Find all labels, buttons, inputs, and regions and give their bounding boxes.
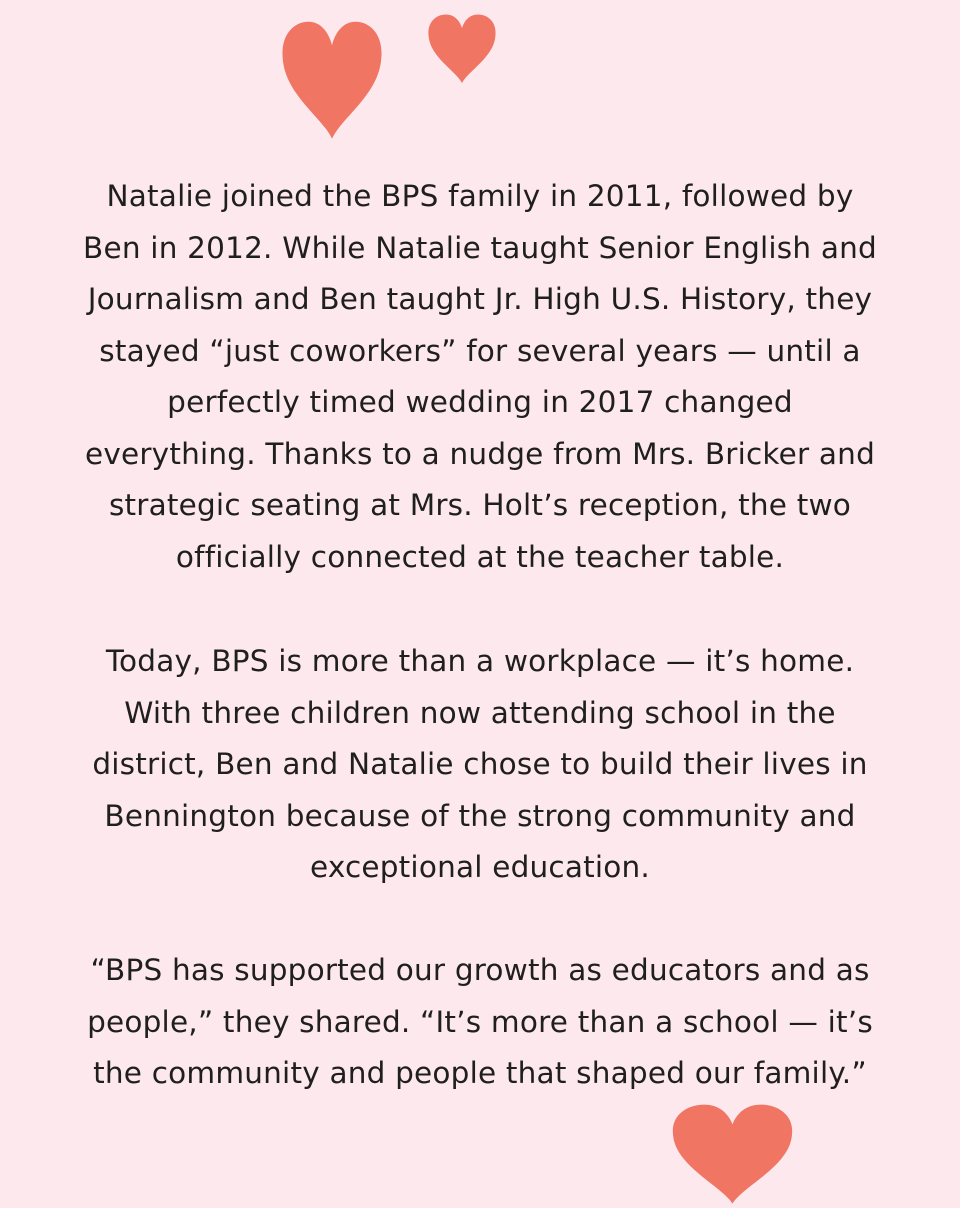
story-line: the community and people that shaped our family.”: [93, 1056, 867, 1090]
story-line: stayed “just coworkers” for several years — until a: [99, 333, 861, 368]
story-line: Journalism and Ben taught Jr. High U.S. History, they: [87, 282, 873, 316]
story-line: Bennington because of the strong community and: [104, 798, 856, 833]
story-line: Ben in 2012. While Natalie taught Senior English and: [83, 230, 877, 265]
story-line: people,” they shared. “It’s more than a school — it’s: [87, 1004, 873, 1039]
story-paragraph-1: [40, 171, 920, 583]
story-line: officially connected at the teacher table.: [175, 539, 785, 574]
story-line: everything. Thanks to a nudge from Mrs. Bricker and: [84, 436, 876, 471]
story-line: With three children now attending school in the: [124, 695, 836, 730]
story-paragraph-2: [40, 636, 920, 894]
story-line: strategic seating at Mrs. Holt’s reception, the two: [108, 488, 852, 522]
story-line: exceptional education.: [310, 850, 650, 884]
story-line: perfectly timed wedding in 2017 changed: [167, 385, 793, 419]
heart-icon: [665, 1098, 800, 1208]
story-line: Natalie joined the BPS family in 2011, followed by: [106, 179, 854, 213]
story-line: district, Ben and Natalie chose to build their lives in: [92, 747, 868, 781]
heart-icon: [424, 10, 500, 86]
story-line: Today, BPS is more than a workplace — it’s home.: [105, 644, 855, 678]
story-quote: [40, 945, 920, 1100]
story-line: “BPS has supported our growth as educators and as: [90, 953, 870, 987]
heart-icon: [276, 14, 388, 144]
